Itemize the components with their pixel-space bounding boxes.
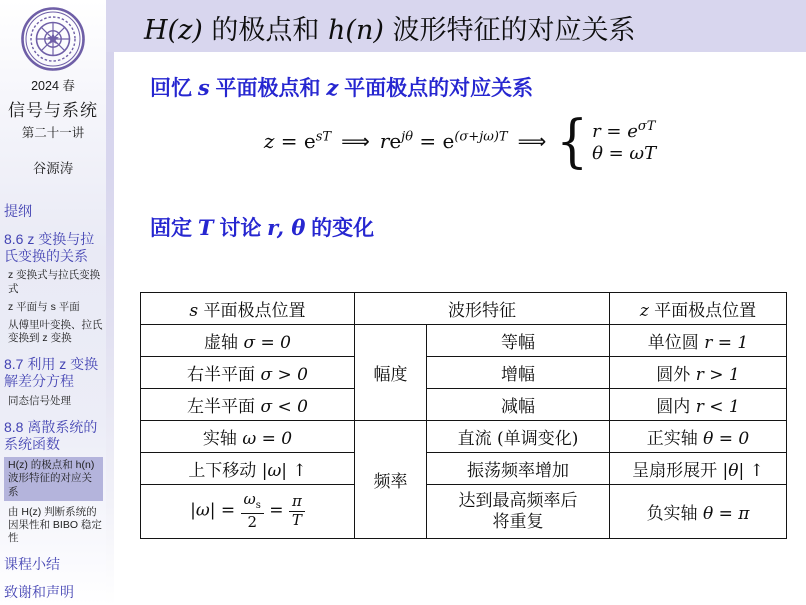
header-z-plane: z 平面极点位置 — [610, 293, 787, 325]
sidebar-item-8-7[interactable]: 8.7 利用 z 变换解差分方程 — [4, 356, 99, 389]
heading2-text2: 讨论 — [213, 217, 268, 240]
formula-cases — [556, 107, 657, 175]
course-title: 信号与系统 — [8, 101, 98, 120]
sidebar-item-zplane-splane[interactable]: z 平面与 s 平面 — [8, 300, 80, 313]
sidebar — [0, 0, 106, 605]
cell-s-right-half: 右半平面 σ > 0 — [141, 357, 355, 389]
cell-group-amplitude: 幅度 — [355, 325, 427, 421]
author-name: 谷源涛 — [32, 161, 74, 176]
table-row — [141, 389, 787, 421]
correspondence-table — [140, 292, 787, 539]
cell-z-unit-circle: 单位圆 r = 1 — [610, 325, 787, 357]
heading2-math-rtheta: r, θ — [267, 215, 306, 240]
header-s-plane: s 平面极点位置 — [141, 293, 355, 325]
title-text-part: 的极点和 — [202, 15, 329, 46]
heading1-text: 回忆 — [150, 77, 198, 100]
table-row — [141, 485, 787, 539]
table-row — [141, 357, 787, 389]
left-brace: { — [556, 107, 589, 175]
sidebar-item-ztransform-laplace-form[interactable]: z 变换式与拉氏变换式 — [8, 269, 101, 295]
sidebar-edge-strip — [106, 0, 114, 605]
heading1-text3: 平面极点的对应关系 — [338, 77, 534, 100]
tsinghua-university-logo-icon — [20, 6, 86, 72]
cell-s-left-half: 左半平面 σ < 0 — [141, 389, 355, 421]
heading2-text: 固定 — [150, 217, 198, 240]
cell-group-frequency: 频率 — [355, 421, 427, 539]
cell-z-outside: 圆外 r > 1 — [610, 357, 787, 389]
cell-wave-decaying: 减幅 — [427, 389, 610, 421]
section-heading-recall — [150, 72, 533, 102]
cell-s-half-sampling-freq: |ω| = $\frac{\omega_s}{2}$ = $\frac{\pi}{T}$ — [141, 485, 355, 539]
sidebar-item-acknowledgement[interactable]: 致谢和声明 — [4, 583, 74, 600]
slide-body — [114, 52, 806, 605]
title-math-hz: H(z) — [144, 15, 203, 46]
cell-s-moving-up-down: 上下移动 |ω| ↑ — [141, 453, 355, 485]
sidebar-item-8-6[interactable]: 8.6 z 变换与拉氏变换的关系 — [4, 230, 95, 264]
sidebar-item-8-8[interactable]: 8.8 离散系统的系统函数 — [4, 418, 98, 452]
formula-lhs: $z = e^{sT}$ — [263, 129, 332, 153]
cell-wave-oscillation-increase: 振荡频率增加 — [427, 453, 610, 485]
cell-wave-max-freq-repeat: 达到最高频率后 将重复 — [427, 485, 610, 539]
sidebar-item-homomorphic[interactable]: 同态信号处理 — [8, 394, 71, 407]
frame-title — [144, 8, 635, 47]
sidebar-item-outline[interactable]: 提纲 — [4, 203, 32, 219]
cell-wave-dc: 直流 (单调变化) — [427, 421, 610, 453]
fraction-omega-s-over-2: $\frac{\omega_s}{2}$ — [241, 492, 264, 530]
sidebar-item-fourier-to-z[interactable]: 从傅里叶变换、拉氏变换到 z 变换 — [8, 318, 103, 344]
title-math-hn: h(n) — [328, 15, 384, 46]
cell-s-real-axis: 实轴 ω = 0 — [141, 421, 355, 453]
cell-z-negative-real-axis: 负实轴 θ = π — [610, 485, 787, 539]
sidebar-item-current-hz-poles[interactable]: H(z) 的极点和 h(n) 波形特征的对应关系 — [4, 457, 103, 500]
heading1-text2: 平面极点和 — [209, 77, 327, 100]
fraction-pi-over-t: $\frac{\pi}{T}$ — [289, 494, 305, 529]
cell-wave-growing: 增幅 — [427, 357, 610, 389]
semester-label: 2024 春 — [31, 79, 75, 93]
heading1-math-s: s — [197, 75, 210, 100]
cell-z-positive-real-axis: 正实轴 θ = 0 — [610, 421, 787, 453]
heading2-math-t: T — [197, 215, 214, 240]
case-theta: θ = ωT — [592, 142, 657, 164]
implies-arrow-icon: ⟹ — [517, 129, 547, 153]
frame-title-bar — [106, 0, 806, 52]
section-heading-fixed-t — [150, 212, 374, 242]
cell-s-imaginary-axis: 虚轴 σ = 0 — [141, 325, 355, 357]
cell-z-fan-out: 呈扇形展开 |θ| ↑ — [610, 453, 787, 485]
sidebar-item-causality-bibo[interactable]: 由 H(z) 判断系统的因果性和 BIBO 稳定性 — [8, 505, 102, 544]
cell-z-inside: 圆内 r < 1 — [610, 389, 787, 421]
sidebar-header — [0, 0, 106, 177]
table-header-row — [141, 293, 787, 325]
mapping-formula — [114, 107, 806, 175]
heading1-math-z: z — [326, 75, 339, 100]
header-waveform: 波形特征 — [355, 293, 610, 325]
sidebar-item-course-summary[interactable]: 课程小结 — [4, 556, 60, 573]
lecture-number: 第二十一讲 — [21, 126, 85, 140]
cell-wave-constant: 等幅 — [427, 325, 610, 357]
sidebar-nav — [0, 203, 106, 601]
formula-mid: $re^{j\theta} = e^{(\sigma+j\omega)T}$ — [379, 129, 508, 153]
heading2-text3: 的变化 — [305, 217, 375, 240]
table-row — [141, 325, 787, 357]
title-text-part2: 波形特征的对应关系 — [383, 15, 636, 46]
case-r: $r = e^{\sigma T}$ — [592, 118, 656, 142]
table-row — [141, 421, 787, 453]
correspondence-table-wrap — [140, 292, 787, 539]
table-row — [141, 453, 787, 485]
implies-arrow-icon: ⟹ — [341, 129, 370, 153]
